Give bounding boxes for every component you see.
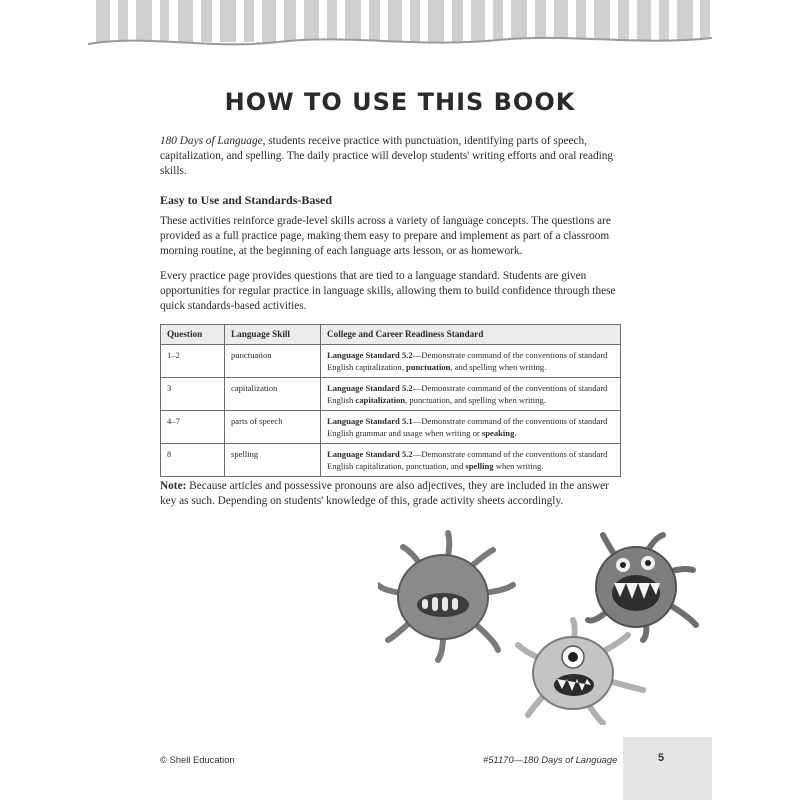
standard-label: Language Standard 5.1 — [327, 416, 413, 426]
note-text: Because articles and possessive pronouns are also adjectives, they are included in the answer key as such. Depending on students' knowledge of this, grade activity sheets accordingly. — [160, 480, 609, 507]
standard-emphasis: spelling — [465, 460, 494, 471]
activities-paragraph: These activities reinforce grade-level skills across a variety of language concepts. The questions are provided as a full practice page, making them easy to prepare and implement as part of a classroom morning routine, at the beginning of each language arts lesson, or as homework. — [160, 215, 611, 257]
note-paragraph — [160, 479, 626, 509]
standard-emphasis: capitalization — [355, 394, 406, 405]
skill-cell: spelling — [225, 444, 321, 477]
standard-emphasis: speaking — [481, 427, 515, 438]
standard-text: —Demonstrate command of the conventions of standard English capitalization, — [327, 350, 608, 372]
table-row — [161, 378, 621, 411]
book-page — [88, 0, 712, 800]
intro-paragraph — [160, 134, 626, 179]
header-question: Question — [161, 325, 225, 345]
footer-copyright: © Shell Education — [160, 754, 235, 765]
standard-cell — [321, 378, 621, 411]
skill-cell: parts of speech — [225, 411, 321, 444]
standard-cell — [321, 444, 621, 477]
standard-emphasis: punctuation — [406, 361, 451, 372]
germ-monster-right — [588, 535, 696, 640]
standard-label: Language Standard 5.2 — [327, 449, 413, 459]
decorative-banner — [88, 0, 712, 52]
note-label: Note: — [160, 480, 187, 492]
header-standard: College and Career Readiness Standard — [321, 325, 621, 345]
standard-cell — [321, 345, 621, 378]
standard-label: Language Standard 5.2 — [327, 350, 413, 360]
standard-label: Language Standard 5.2 — [327, 383, 413, 393]
table-header-row — [161, 325, 621, 345]
standard-text-end: , and spelling when writing. — [450, 361, 547, 372]
standard-text-end: when writing. — [493, 460, 544, 471]
question-cell: 1–2 — [161, 345, 225, 378]
question-cell: 4–7 — [161, 411, 225, 444]
table-row — [161, 411, 621, 444]
page-number-tab — [623, 737, 712, 800]
germ-monster-bottom — [518, 620, 643, 723]
germ-monster-left — [378, 533, 513, 660]
standard-text: —Demonstrate command of the conventions of standard English grammar and usage when writing or — [327, 416, 608, 438]
skill-cell: capitalization — [225, 378, 321, 411]
book-title: 180 Days of Language, — [160, 135, 266, 147]
header-language-skill: Language Skill — [225, 325, 321, 345]
standard-text: —Demonstrate command of the conventions of standard English — [327, 383, 608, 405]
page-number: 5 — [658, 752, 665, 764]
standard-cell — [321, 411, 621, 444]
table-row — [161, 345, 621, 378]
section-heading: Easy to Use and Standards-Based — [160, 193, 333, 207]
standard-text-end: . — [514, 427, 517, 438]
table-row — [161, 444, 621, 477]
standards-table — [160, 324, 621, 477]
standard-text-end: , punctuation, and spelling when writing. — [405, 394, 546, 405]
skill-cell: punctuation — [225, 345, 321, 378]
intro-text: students receive practice with punctuation, identifying parts of speech, capitalization, and spelling. The daily practice will develop students' writing efforts and oral reading skills. — [160, 135, 614, 177]
germ-monsters-illustration — [378, 525, 708, 725]
standard-text: —Demonstrate command of the conventions of standard English capitalization, punctuation, and — [327, 449, 608, 471]
question-cell: 8 — [161, 444, 225, 477]
footer-book-code: #51170—180 Days of Language — [483, 754, 618, 765]
question-cell: 3 — [161, 378, 225, 411]
practice-paragraph: Every practice page provides questions that are tied to a language standard. Students are given opportunities for regular practice in language skills, allowing them to build confidence through these quick standards-based activities. — [160, 270, 616, 312]
page-title: HOW TO USE THIS BOOK — [224, 88, 576, 116]
